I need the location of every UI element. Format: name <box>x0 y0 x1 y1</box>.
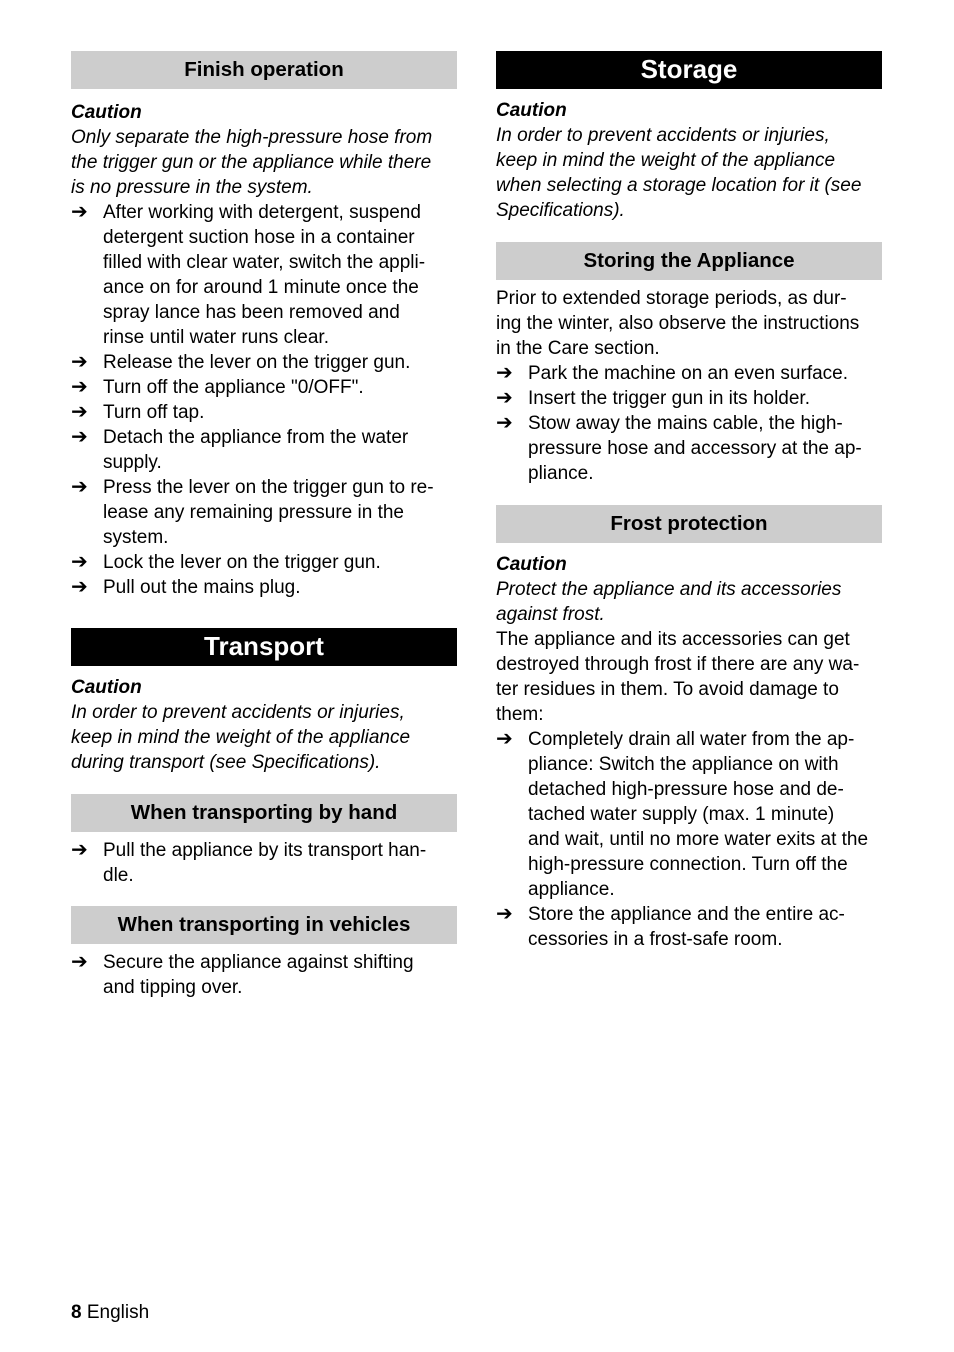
step-line: dle. <box>103 865 134 886</box>
intro-paragraph <box>496 286 882 361</box>
step-item <box>496 386 882 411</box>
arrow-right-icon: ➔ <box>71 401 88 423</box>
caution-line: keep in mind the weight of the appliance <box>496 150 836 171</box>
caution-text <box>71 700 457 775</box>
caution-line: when selecting a storage location for it (see <box>496 175 862 196</box>
step-line: detached high-pressure hose and de- <box>528 779 844 800</box>
section-heading: When transporting by hand <box>71 794 457 832</box>
language-label: English <box>86 1302 150 1323</box>
section-heading: Finish operation <box>71 51 457 89</box>
section-heading: Frost protection <box>496 505 882 543</box>
step-line: Completely drain all water from the ap- <box>528 729 855 750</box>
section-heading: When transporting in vehicles <box>71 906 457 944</box>
step-line: pliance. <box>528 463 594 484</box>
step-item <box>496 361 882 386</box>
step-line: supply. <box>103 452 162 473</box>
paragraph-line: The appliance and its accessories can get <box>496 629 850 650</box>
step-line: Lock the lever on the trigger gun. <box>103 552 381 573</box>
step-item <box>71 200 457 350</box>
caution-title: Caution <box>496 100 567 121</box>
caution-title: Caution <box>71 102 142 123</box>
step-line: Stow away the mains cable, the high- <box>528 413 843 434</box>
caution-line: Only separate the high-pressure hose from <box>71 127 433 148</box>
step-line: system. <box>103 527 169 548</box>
caution-text <box>71 125 457 200</box>
paragraph-line: destroyed through frost if there are any wa- <box>496 654 860 675</box>
step-line: cessories in a frost-safe room. <box>528 929 783 950</box>
step-line: spray lance has been removed and <box>103 302 400 323</box>
chapter-heading: Transport <box>71 628 457 666</box>
step-line: pressure hose and accessory at the ap- <box>528 438 862 459</box>
step-line: high-pressure connection. Turn off the <box>528 854 848 875</box>
paragraph-line: Prior to extended storage periods, as dur- <box>496 288 847 309</box>
arrow-right-icon: ➔ <box>496 728 513 750</box>
caution-line: against frost. <box>496 604 605 625</box>
left-column <box>71 51 457 1000</box>
step-line: Park the machine on an even surface. <box>528 363 849 384</box>
caution-title: Caution <box>496 554 567 575</box>
caution-line: Protect the appliance and its accessories <box>496 579 842 600</box>
arrow-right-icon: ➔ <box>496 387 513 409</box>
caution-title: Caution <box>71 677 142 698</box>
step-line: Turn off the appliance "0/OFF". <box>103 377 364 398</box>
step-line: pliance: Switch the appliance on with <box>528 754 839 775</box>
step-list <box>496 727 882 952</box>
caution-line: during transport (see Specifications). <box>71 752 381 773</box>
arrow-right-icon: ➔ <box>71 201 88 223</box>
step-line: rinse until water runs clear. <box>103 327 329 348</box>
step-list <box>496 361 882 486</box>
arrow-right-icon: ➔ <box>496 903 513 925</box>
page-footer <box>71 1300 149 1325</box>
paragraph-line: ing the winter, also observe the instructions <box>496 313 860 334</box>
caution-line: keep in mind the weight of the appliance <box>71 727 411 748</box>
step-line: Pull the appliance by its transport han- <box>103 840 427 861</box>
caution-line: is no pressure in the system. <box>71 177 313 198</box>
step-line: Pull out the mains plug. <box>103 577 301 598</box>
step-item <box>71 950 457 1000</box>
step-line: detergent suction hose in a container <box>103 227 415 248</box>
step-line: ance on for around 1 minute once the <box>103 277 419 298</box>
step-item <box>71 400 457 425</box>
step-list <box>71 200 457 600</box>
section-heading: Storing the Appliance <box>496 242 882 280</box>
caution-text <box>496 577 882 627</box>
step-list <box>71 950 457 1000</box>
arrow-right-icon: ➔ <box>71 376 88 398</box>
paragraph-line: them: <box>496 704 544 725</box>
chapter-heading: Storage <box>496 51 882 89</box>
arrow-right-icon: ➔ <box>71 351 88 373</box>
intro-paragraph <box>496 627 882 727</box>
step-item <box>71 838 457 888</box>
arrow-right-icon: ➔ <box>71 476 88 498</box>
step-item <box>71 550 457 575</box>
step-item <box>71 575 457 600</box>
paragraph-line: ter residues in them. To avoid damage to <box>496 679 839 700</box>
step-line: and tipping over. <box>103 977 243 998</box>
step-line: tached water supply (max. 1 minute) <box>528 804 835 825</box>
right-column <box>496 51 882 952</box>
arrow-right-icon: ➔ <box>71 426 88 448</box>
step-line: Secure the appliance against shifting <box>103 952 414 973</box>
step-line: Detach the appliance from the water <box>103 427 409 448</box>
step-line: filled with clear water, switch the appli- <box>103 252 426 273</box>
step-line: After working with detergent, suspend <box>103 202 421 223</box>
step-line: Release the lever on the trigger gun. <box>103 352 411 373</box>
step-item <box>71 375 457 400</box>
step-item <box>496 902 882 952</box>
arrow-right-icon: ➔ <box>496 362 513 384</box>
step-line: Store the appliance and the entire ac- <box>528 904 845 925</box>
step-line: Press the lever on the trigger gun to re- <box>103 477 434 498</box>
arrow-right-icon: ➔ <box>71 551 88 573</box>
caution-line: the trigger gun or the appliance while there <box>71 152 432 173</box>
step-item <box>496 727 882 902</box>
arrow-right-icon: ➔ <box>496 412 513 434</box>
step-line: Turn off tap. <box>103 402 205 423</box>
arrow-right-icon: ➔ <box>71 839 88 861</box>
caution-line: In order to prevent accidents or injuries, <box>71 702 405 723</box>
page-number: 8 <box>71 1302 82 1323</box>
caution-line: Specifications). <box>496 200 625 221</box>
step-line: and wait, until no more water exits at the <box>528 829 869 850</box>
step-item <box>496 411 882 486</box>
arrow-right-icon: ➔ <box>71 576 88 598</box>
step-item <box>71 475 457 550</box>
paragraph-line: in the Care section. <box>496 338 660 359</box>
caution-line: In order to prevent accidents or injuries, <box>496 125 830 146</box>
step-item <box>71 425 457 475</box>
step-line: Insert the trigger gun in its holder. <box>528 388 810 409</box>
step-list <box>71 838 457 888</box>
caution-text <box>496 123 882 223</box>
step-line: lease any remaining pressure in the <box>103 502 405 523</box>
step-item <box>71 350 457 375</box>
step-line: appliance. <box>528 879 615 900</box>
arrow-right-icon: ➔ <box>71 951 88 973</box>
